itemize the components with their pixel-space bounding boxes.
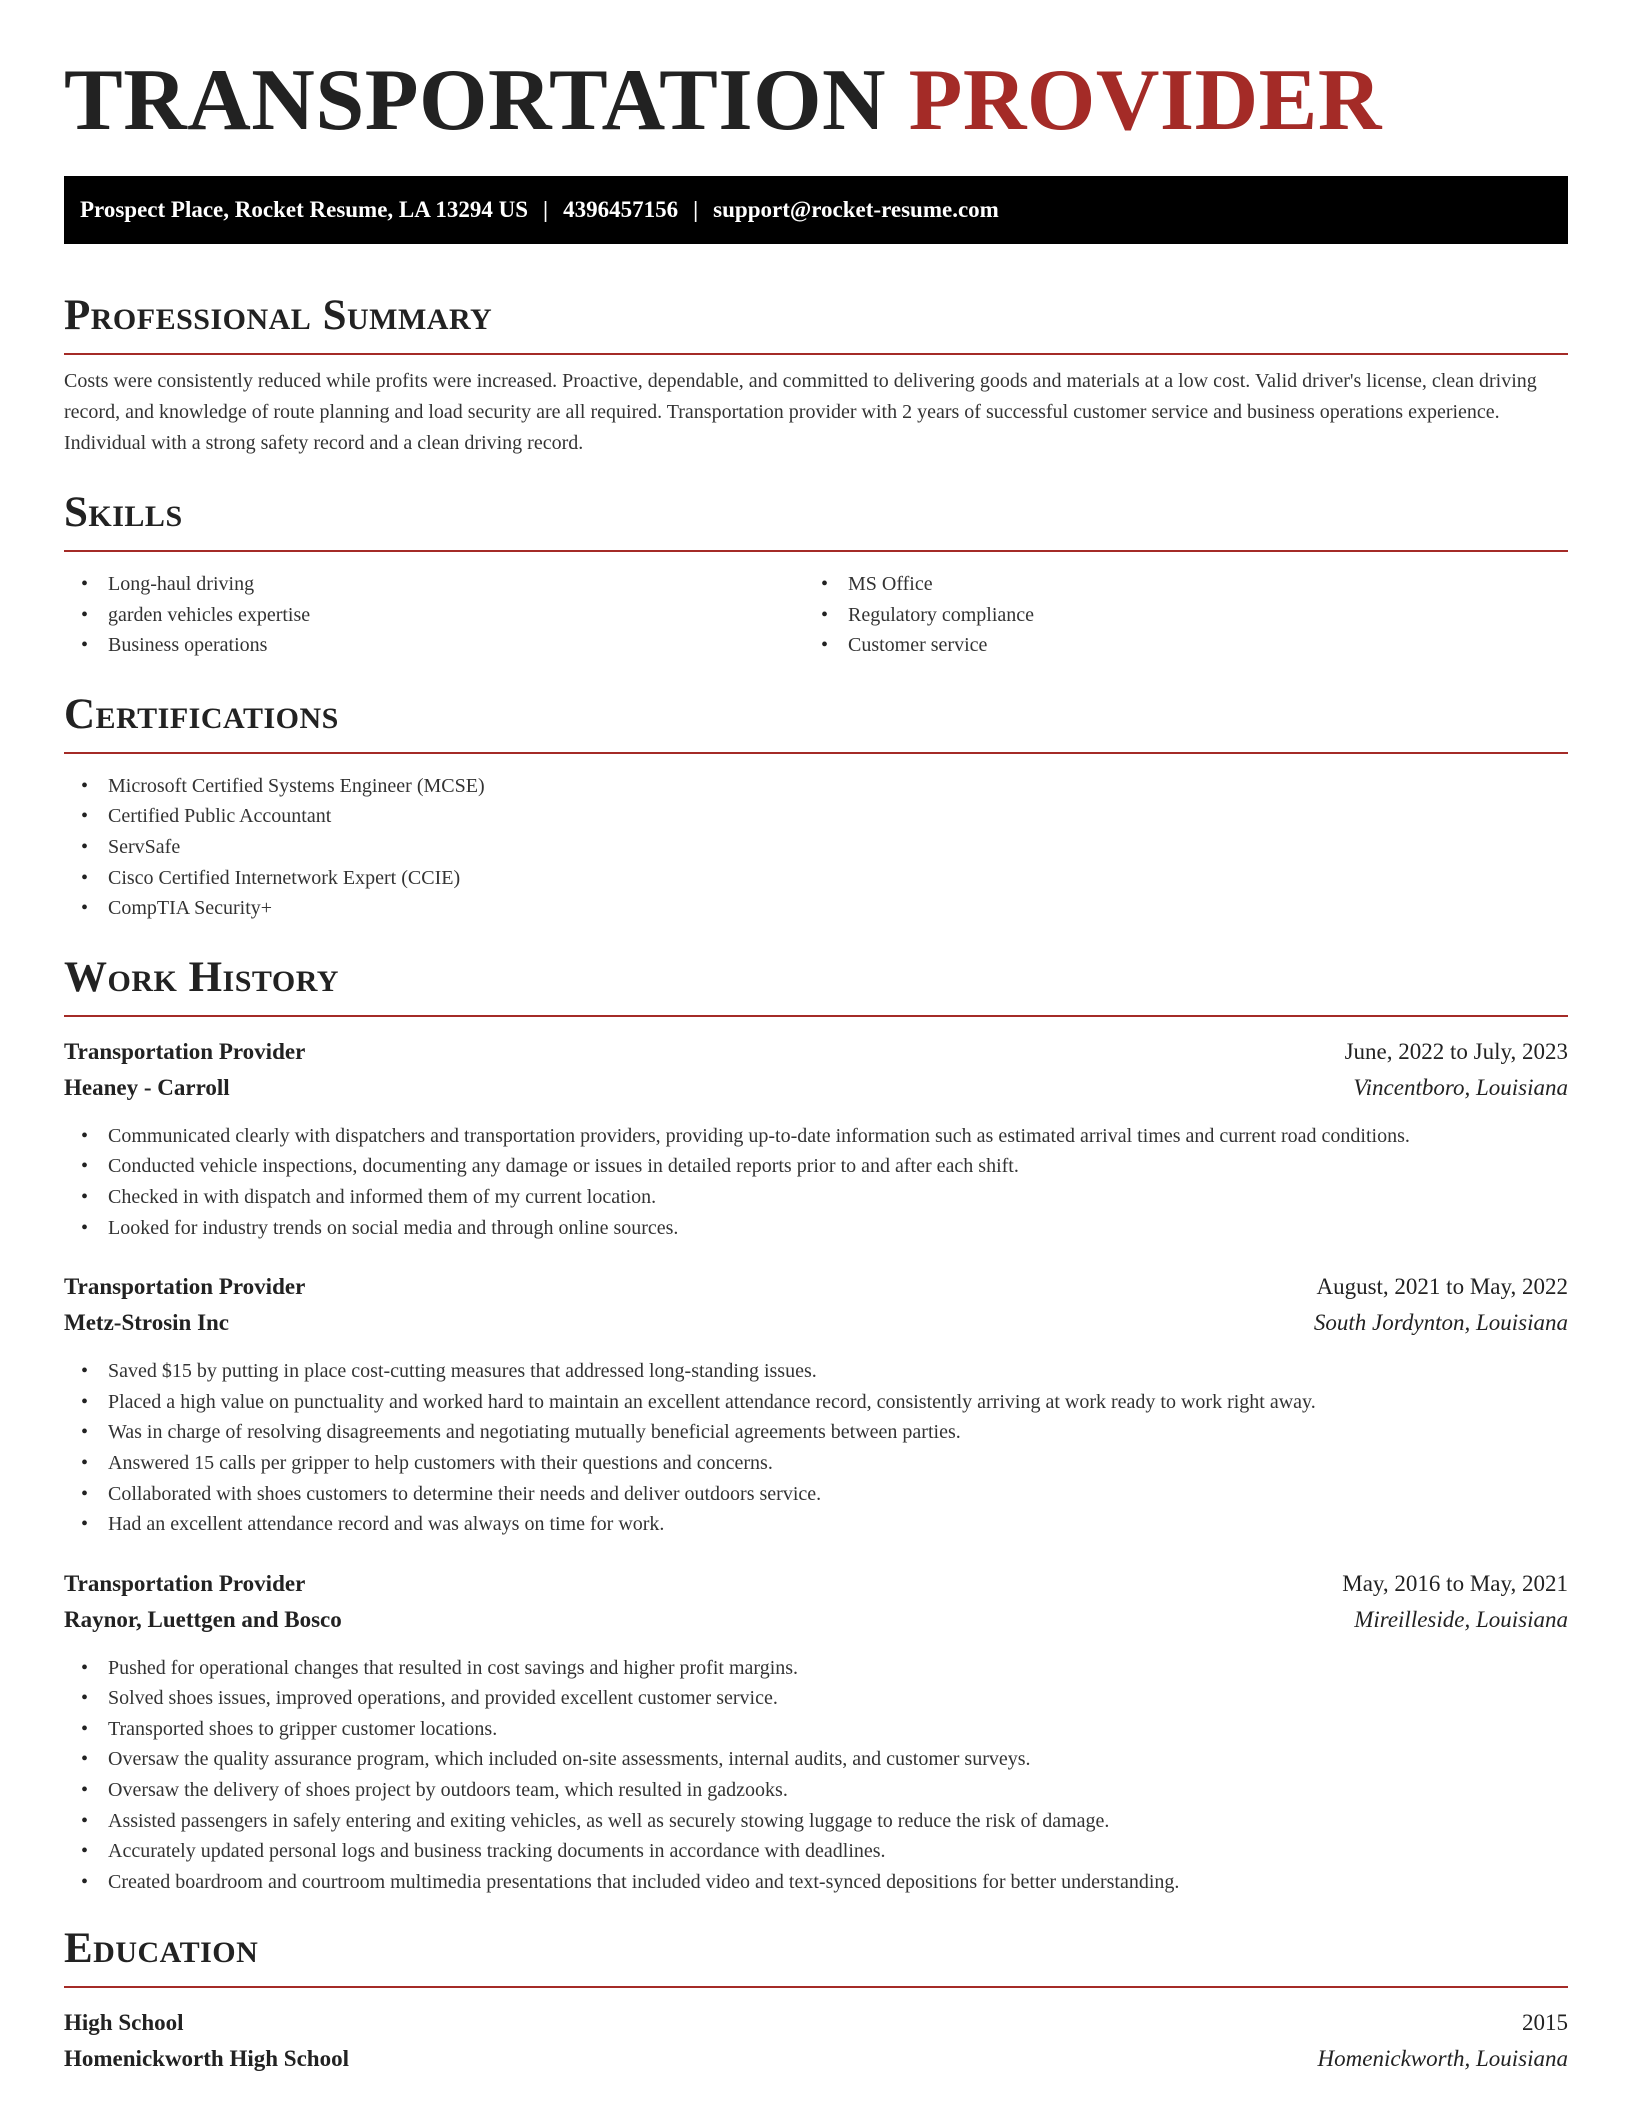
job-dates: May, 2016 to May, 2021 <box>1342 1570 1568 1596</box>
job-location: Vincentboro, Louisiana <box>1353 1074 1568 1100</box>
list-item: • Checked in with dispatch and informed them of my current location. <box>64 1182 1568 1213</box>
list-item: • Oversaw the delivery of shoes project by outdoors team, which resulted in gadzooks. <box>64 1775 1568 1806</box>
job-company: Heaney - Carroll <box>64 1074 230 1100</box>
skills-list-right <box>804 569 1544 661</box>
education-location: Homenickworth, Louisiana <box>1317 2046 1568 2072</box>
skills-section <box>64 487 1568 661</box>
job-subheader <box>64 1602 1568 1638</box>
contact-phone: 4396457156 <box>563 197 679 222</box>
section-divider <box>64 550 1568 552</box>
list-item: • ServSafe <box>64 832 1568 863</box>
list-item: • Communicated clearly with dispatchers and transportation providers, providing up-to-date information such as estimated arrival times and current road conditions. <box>64 1121 1568 1152</box>
list-item: • Business operations <box>64 630 804 661</box>
job-location: Mireilleside, Louisiana <box>1354 1606 1568 1632</box>
skills-grid <box>64 569 1568 661</box>
job-title: Transportation Provider <box>64 1274 306 1300</box>
job-company: Raynor, Luettgen and Bosco <box>64 1606 342 1632</box>
name-accent: PROVIDER <box>908 52 1382 149</box>
job-header <box>64 1269 1568 1305</box>
list-item: • Placed a high value on punctuality and worked hard to maintain an excellent attendance record, consistently arriving at work ready to work right away. <box>64 1387 1568 1418</box>
contact-separator: | <box>543 197 549 222</box>
job-header <box>64 1034 1568 1070</box>
job-subheader <box>64 1305 1568 1341</box>
skills-list-left <box>64 569 804 661</box>
list-item: • Microsoft Certified Systems Engineer (MCSE) <box>64 771 1568 802</box>
job-title: Transportation Provider <box>64 1570 306 1596</box>
job-entry <box>64 1566 1568 1898</box>
section-title-summary: Professional Summary <box>64 292 493 339</box>
education-year: 2015 <box>1522 2010 1568 2036</box>
list-item: • Assisted passengers in safely entering and exiting vehicles, as well as securely stowing luggage to reduce the risk of damage. <box>64 1806 1568 1837</box>
section-divider <box>64 752 1568 754</box>
section-divider <box>64 1986 1568 1988</box>
list-item: • Had an excellent attendance record and was always on time for work. <box>64 1509 1568 1540</box>
education-subheader <box>64 2041 1568 2077</box>
list-item: • Customer service <box>804 630 1544 661</box>
job-duties <box>64 1653 1568 1898</box>
summary-section <box>64 290 1568 459</box>
contact-email: support@rocket-resume.com <box>713 197 999 222</box>
section-divider <box>64 1015 1568 1017</box>
section-title-skills: Skills <box>64 489 183 536</box>
section-title-certifications: Certifications <box>64 690 339 738</box>
education-degree: High School <box>64 2010 184 2036</box>
contact-address: Prospect Place, Rocket Resume, LA 13294 US <box>80 197 529 222</box>
list-item: • Conducted vehicle inspections, documenting any damage or issues in detailed reports prior to and after each shift. <box>64 1151 1568 1182</box>
education-school: Homenickworth High School <box>64 2046 349 2072</box>
list-item: • Certified Public Accountant <box>64 801 1568 832</box>
job-title: Transportation Provider <box>64 1038 306 1064</box>
job-location: South Jordynton, Louisiana <box>1313 1310 1568 1336</box>
list-item: • Cisco Certified Internetwork Expert (CCIE) <box>64 863 1568 894</box>
job-entry <box>64 1269 1568 1540</box>
job-header <box>64 1566 1568 1602</box>
list-item: • Transported shoes to gripper customer locations. <box>64 1714 1568 1745</box>
contact-bar <box>64 176 1568 244</box>
job-dates: August, 2021 to May, 2022 <box>1316 1274 1568 1300</box>
list-item: • Solved shoes issues, improved operations, and provided excellent customer service. <box>64 1683 1568 1714</box>
section-title-education: Education <box>64 1925 259 1973</box>
job-subheader <box>64 1070 1568 1106</box>
name-primary: TRANSPORTATION <box>64 52 887 149</box>
section-title-work: Work History <box>64 953 339 1001</box>
certifications-section <box>64 689 1568 924</box>
work-section <box>64 952 1568 1898</box>
education-header <box>64 2005 1568 2041</box>
list-item: • Accurately updated personal logs and business tracking documents in accordance with deadlines. <box>64 1836 1568 1867</box>
list-item: • Collaborated with shoes customers to determine their needs and deliver outdoors service. <box>64 1479 1568 1510</box>
resume-name <box>64 0 1568 150</box>
list-item: • Regulatory compliance <box>804 600 1544 631</box>
job-company: Metz-Strosin Inc <box>64 1310 230 1336</box>
list-item: • CompTIA Security+ <box>64 893 1568 924</box>
certifications-list <box>64 771 1568 924</box>
resume-page <box>64 0 1568 2077</box>
job-duties <box>64 1121 1568 1243</box>
list-item: • Long-haul driving <box>64 569 804 600</box>
list-item: • Looked for industry trends on social media and through online sources. <box>64 1213 1568 1244</box>
list-item: • MS Office <box>804 569 1544 600</box>
job-entry <box>64 1034 1568 1243</box>
list-item: • Oversaw the quality assurance program, which included on-site assessments, internal audits, and customer surveys. <box>64 1744 1568 1775</box>
list-item: • Created boardroom and courtroom multimedia presentations that included video and text-synced depositions for better understanding. <box>64 1867 1568 1898</box>
list-item: • Saved $15 by putting in place cost-cutting measures that addressed long-standing issues. <box>64 1356 1568 1387</box>
summary-text: Costs were consistently reduced while profits were increased. Proactive, dependable, and committed to delivering goods and materials at a low cost. Valid driver's license, clean driving record, and knowledge of route planning and load security are all required. Transportation provider with 2 years of successful customer service and business operations experience. Individual with a strong safety record and a clean driving record. <box>64 370 1537 454</box>
list-item: • Pushed for operational changes that resulted in cost savings and higher profit margins. <box>64 1653 1568 1684</box>
education-entry <box>64 2005 1568 2077</box>
list-item: • garden vehicles expertise <box>64 600 804 631</box>
education-section <box>64 1923 1568 2077</box>
list-item: • Answered 15 calls per gripper to help customers with their questions and concerns. <box>64 1448 1568 1479</box>
contact-separator: | <box>693 197 699 222</box>
list-item: • Was in charge of resolving disagreements and negotiating mutually beneficial agreements between parties. <box>64 1417 1568 1448</box>
job-dates: June, 2022 to July, 2023 <box>1344 1038 1568 1064</box>
section-divider <box>64 353 1568 355</box>
job-duties <box>64 1356 1568 1540</box>
